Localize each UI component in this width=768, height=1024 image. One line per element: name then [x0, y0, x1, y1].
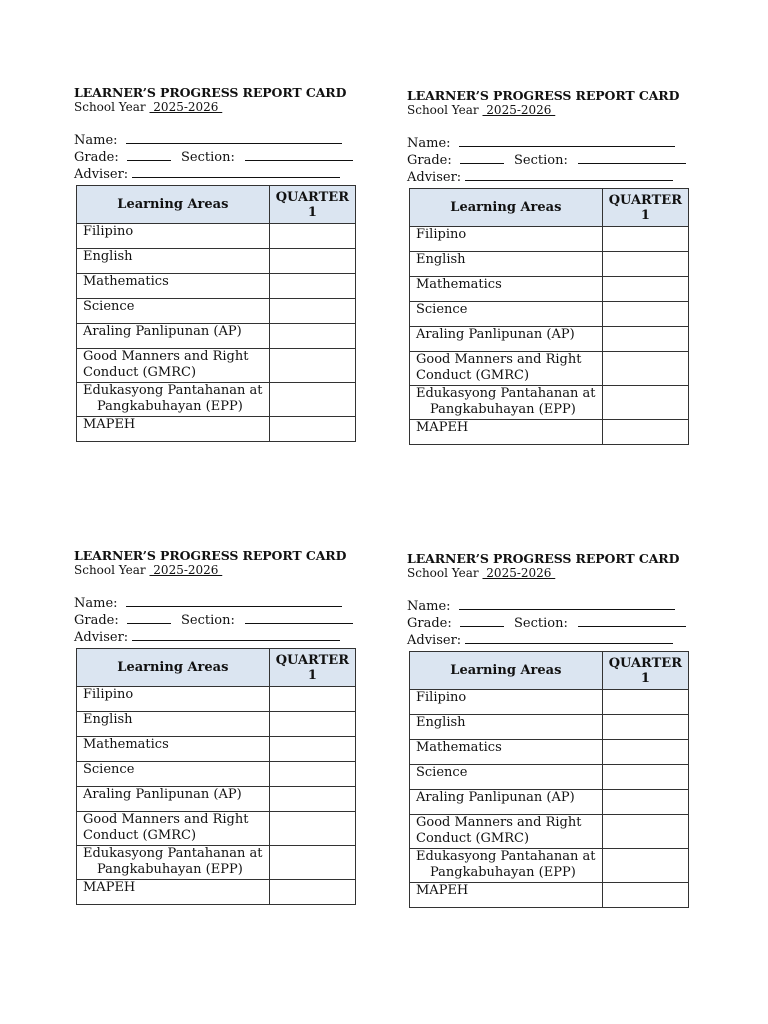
- section-label: Section:: [514, 616, 568, 631]
- school-year-row: [407, 103, 689, 117]
- subject-line1: Good Manners and Right: [83, 812, 249, 827]
- subject-label: Science: [83, 762, 135, 777]
- name-field[interactable]: [459, 597, 675, 610]
- subject-label: Araling Panlipunan (AP): [416, 327, 575, 342]
- subject-label: Science: [416, 765, 468, 780]
- subject-row: [77, 880, 356, 905]
- subject-label: English: [416, 252, 466, 267]
- school-year-row: [74, 100, 356, 114]
- learning-area-cell: [77, 349, 270, 383]
- subject-label: Mathematics: [416, 740, 502, 755]
- grade-cell[interactable]: [269, 349, 355, 383]
- grade-cell[interactable]: [602, 227, 688, 252]
- learning-area-cell: [410, 302, 603, 327]
- student-info: [74, 131, 356, 182]
- grade-cell[interactable]: [602, 302, 688, 327]
- card-title: LEARNER’S PROGRESS REPORT CARD: [407, 88, 680, 103]
- name-label: Name:: [74, 596, 118, 611]
- school-year-label: School Year: [74, 100, 146, 114]
- subject-label: Mathematics: [416, 277, 502, 292]
- section-field[interactable]: [578, 151, 686, 164]
- report-card: [407, 551, 689, 908]
- grade-cell[interactable]: [602, 386, 688, 420]
- subject-row: [77, 249, 356, 274]
- learning-area-cell: [410, 690, 603, 715]
- report-card: [74, 548, 356, 905]
- subject-label: Filipino: [83, 224, 134, 239]
- subject-row: [410, 302, 689, 327]
- learning-area-cell: [77, 324, 270, 349]
- subject-label: Filipino: [83, 687, 134, 702]
- grades-table: [76, 648, 356, 905]
- name-row: [74, 594, 356, 611]
- learning-area-cell: [77, 274, 270, 299]
- grades-table: [76, 185, 356, 442]
- grade-section-row: [407, 614, 689, 631]
- subject-label: English: [83, 712, 133, 727]
- subject-row: [410, 386, 689, 420]
- subject-label: MAPEH: [83, 417, 136, 432]
- learning-areas-header: Learning Areas: [410, 189, 603, 227]
- grade-field[interactable]: [127, 611, 171, 624]
- subject-line2: Pangkabuhayan (EPP): [430, 865, 576, 880]
- learning-area-cell: [77, 299, 270, 324]
- section-field[interactable]: [245, 611, 353, 624]
- subject-line2: Pangkabuhayan (EPP): [97, 862, 243, 877]
- grade-cell[interactable]: [602, 849, 688, 883]
- table-header-row: [410, 189, 689, 227]
- school-year-value: 2025-2026: [149, 563, 223, 577]
- grade-cell[interactable]: [602, 277, 688, 302]
- subject-row: [410, 227, 689, 252]
- grade-section-row: [407, 151, 689, 168]
- subject-row: [410, 690, 689, 715]
- subject-line1: Edukasyong Pantahanan at: [416, 849, 596, 864]
- subject-row: [77, 417, 356, 442]
- adviser-field[interactable]: [132, 628, 340, 641]
- table-header-row: [410, 652, 689, 690]
- subject-line1: Edukasyong Pantahanan at: [83, 383, 263, 398]
- quarter-1-header: QUARTER 1: [602, 652, 688, 690]
- learning-area-cell: [410, 849, 603, 883]
- grade-label: Grade:: [407, 616, 452, 631]
- subject-row: [410, 849, 689, 883]
- grade-cell[interactable]: [602, 690, 688, 715]
- subject-row: [77, 687, 356, 712]
- name-row: [74, 131, 356, 148]
- learning-area-cell: [77, 787, 270, 812]
- subject-row: [410, 420, 689, 445]
- grades-table: [409, 651, 689, 908]
- name-label: Name:: [407, 136, 451, 151]
- quarter-1-header: QUARTER 1: [269, 649, 355, 687]
- grade-label: Grade:: [74, 150, 119, 165]
- grade-cell[interactable]: [269, 224, 355, 249]
- grade-cell[interactable]: [602, 252, 688, 277]
- adviser-label: Adviser:: [74, 630, 129, 645]
- adviser-row: [407, 168, 689, 185]
- grade-cell[interactable]: [269, 880, 355, 905]
- learning-area-cell: [77, 812, 270, 846]
- grade-cell[interactable]: [269, 787, 355, 812]
- card-title: LEARNER’S PROGRESS REPORT CARD: [74, 548, 347, 563]
- grade-cell[interactable]: [269, 846, 355, 880]
- grade-section-row: [74, 148, 356, 165]
- subject-line2: Pangkabuhayan (EPP): [97, 399, 243, 414]
- name-label: Name:: [407, 599, 451, 614]
- subject-label: MAPEH: [416, 420, 469, 435]
- subject-line2: Pangkabuhayan (EPP): [430, 402, 576, 417]
- learning-area-cell: [77, 383, 270, 417]
- subject-row: [77, 299, 356, 324]
- adviser-row: [74, 628, 356, 645]
- section-label: Section:: [514, 153, 568, 168]
- school-year-value: 2025-2026: [149, 100, 223, 114]
- adviser-row: [74, 165, 356, 182]
- name-field[interactable]: [126, 131, 342, 144]
- subject-label: Mathematics: [83, 737, 169, 752]
- subject-line2: Conduct (GMRC): [416, 831, 530, 846]
- card-title: LEARNER’S PROGRESS REPORT CARD: [74, 85, 347, 100]
- grade-field[interactable]: [460, 151, 504, 164]
- grade-cell[interactable]: [269, 324, 355, 349]
- learning-area-cell: [77, 880, 270, 905]
- grade-cell[interactable]: [602, 420, 688, 445]
- subject-label: Araling Panlipunan (AP): [83, 787, 242, 802]
- learning-area-cell: [77, 846, 270, 880]
- grade-label: Grade:: [407, 153, 452, 168]
- learning-area-cell: [410, 352, 603, 386]
- learning-area-cell: [410, 740, 603, 765]
- grades-table: [409, 188, 689, 445]
- subject-line1: Edukasyong Pantahanan at: [83, 846, 263, 861]
- subject-row: [410, 790, 689, 815]
- learning-areas-header: Learning Areas: [77, 186, 270, 224]
- name-label: Name:: [74, 133, 118, 148]
- grade-cell[interactable]: [269, 383, 355, 417]
- subject-label: MAPEH: [416, 883, 469, 898]
- subject-label: Araling Panlipunan (AP): [83, 324, 242, 339]
- learning-area-cell: [410, 252, 603, 277]
- subject-row: [410, 715, 689, 740]
- subject-label: English: [83, 249, 133, 264]
- school-year-label: School Year: [407, 566, 479, 580]
- section-label: Section:: [181, 613, 235, 628]
- subject-row: [77, 324, 356, 349]
- report-card: [407, 88, 689, 445]
- adviser-label: Adviser:: [74, 167, 129, 182]
- name-row: [407, 597, 689, 614]
- grade-cell[interactable]: [269, 762, 355, 787]
- learning-area-cell: [77, 417, 270, 442]
- subject-row: [410, 883, 689, 908]
- grade-cell[interactable]: [269, 812, 355, 846]
- grade-cell[interactable]: [602, 815, 688, 849]
- grade-cell[interactable]: [602, 327, 688, 352]
- subject-row: [410, 740, 689, 765]
- adviser-label: Adviser:: [407, 170, 462, 185]
- grade-cell[interactable]: [602, 715, 688, 740]
- adviser-field[interactable]: [132, 165, 340, 178]
- grade-cell[interactable]: [269, 417, 355, 442]
- adviser-field[interactable]: [465, 168, 673, 181]
- name-field[interactable]: [126, 594, 342, 607]
- subject-row: [77, 712, 356, 737]
- subject-row: [410, 327, 689, 352]
- grade-field[interactable]: [127, 148, 171, 161]
- subject-row: [410, 277, 689, 302]
- table-header-row: [77, 186, 356, 224]
- learning-area-cell: [77, 737, 270, 762]
- grade-cell[interactable]: [602, 883, 688, 908]
- subject-label: Mathematics: [83, 274, 169, 289]
- grade-cell[interactable]: [602, 790, 688, 815]
- grade-cell[interactable]: [269, 274, 355, 299]
- learning-area-cell: [410, 815, 603, 849]
- subject-row: [410, 765, 689, 790]
- table-header-row: [77, 649, 356, 687]
- subject-line2: Conduct (GMRC): [83, 365, 197, 380]
- subject-label: MAPEH: [83, 880, 136, 895]
- school-year-value: 2025-2026: [482, 103, 556, 117]
- learning-area-cell: [410, 327, 603, 352]
- section-field[interactable]: [578, 614, 686, 627]
- grade-section-row: [74, 611, 356, 628]
- student-info: [74, 594, 356, 645]
- learning-areas-header: Learning Areas: [77, 649, 270, 687]
- adviser-field[interactable]: [465, 631, 673, 644]
- student-info: [407, 134, 689, 185]
- learning-area-cell: [410, 386, 603, 420]
- name-row: [407, 134, 689, 151]
- subject-line2: Conduct (GMRC): [416, 368, 530, 383]
- grade-cell[interactable]: [269, 712, 355, 737]
- subject-row: [410, 252, 689, 277]
- subject-label: Filipino: [416, 227, 467, 242]
- grade-field[interactable]: [460, 614, 504, 627]
- card-title: LEARNER’S PROGRESS REPORT CARD: [407, 551, 680, 566]
- learning-area-cell: [77, 712, 270, 737]
- quarter-1-header: QUARTER 1: [602, 189, 688, 227]
- subject-label: Filipino: [416, 690, 467, 705]
- subject-row: [77, 737, 356, 762]
- grade-cell[interactable]: [602, 740, 688, 765]
- subject-row: [410, 352, 689, 386]
- section-field[interactable]: [245, 148, 353, 161]
- grade-cell[interactable]: [269, 249, 355, 274]
- learning-areas-header: Learning Areas: [410, 652, 603, 690]
- learning-area-cell: [410, 715, 603, 740]
- subject-line1: Good Manners and Right: [83, 349, 249, 364]
- quarter-1-header: QUARTER 1: [269, 186, 355, 224]
- subject-line1: Good Manners and Right: [416, 352, 582, 367]
- subject-label: English: [416, 715, 466, 730]
- school-year-value: 2025-2026: [482, 566, 556, 580]
- learning-area-cell: [410, 227, 603, 252]
- grade-cell[interactable]: [602, 352, 688, 386]
- learning-area-cell: [410, 277, 603, 302]
- subject-label: Science: [83, 299, 135, 314]
- adviser-row: [407, 631, 689, 648]
- learning-area-cell: [77, 224, 270, 249]
- school-year-label: School Year: [74, 563, 146, 577]
- name-field[interactable]: [459, 134, 675, 147]
- subject-row: [77, 846, 356, 880]
- report-card: [74, 85, 356, 442]
- grade-cell[interactable]: [269, 737, 355, 762]
- section-label: Section:: [181, 150, 235, 165]
- school-year-row: [74, 563, 356, 577]
- learning-area-cell: [77, 249, 270, 274]
- subject-row: [77, 383, 356, 417]
- learning-area-cell: [77, 687, 270, 712]
- grade-cell[interactable]: [269, 687, 355, 712]
- subject-row: [410, 815, 689, 849]
- subject-row: [77, 787, 356, 812]
- subject-label: Science: [416, 302, 468, 317]
- subject-line1: Edukasyong Pantahanan at: [416, 386, 596, 401]
- subject-row: [77, 349, 356, 383]
- subject-label: Araling Panlipunan (AP): [416, 790, 575, 805]
- grade-cell[interactable]: [269, 299, 355, 324]
- learning-area-cell: [77, 762, 270, 787]
- subject-line1: Good Manners and Right: [416, 815, 582, 830]
- subject-row: [77, 762, 356, 787]
- subject-line2: Conduct (GMRC): [83, 828, 197, 843]
- subject-row: [77, 274, 356, 299]
- learning-area-cell: [410, 790, 603, 815]
- subject-row: [77, 224, 356, 249]
- school-year-row: [407, 566, 689, 580]
- learning-area-cell: [410, 883, 603, 908]
- grade-label: Grade:: [74, 613, 119, 628]
- subject-row: [77, 812, 356, 846]
- learning-area-cell: [410, 765, 603, 790]
- learning-area-cell: [410, 420, 603, 445]
- school-year-label: School Year: [407, 103, 479, 117]
- adviser-label: Adviser:: [407, 633, 462, 648]
- student-info: [407, 597, 689, 648]
- grade-cell[interactable]: [602, 765, 688, 790]
